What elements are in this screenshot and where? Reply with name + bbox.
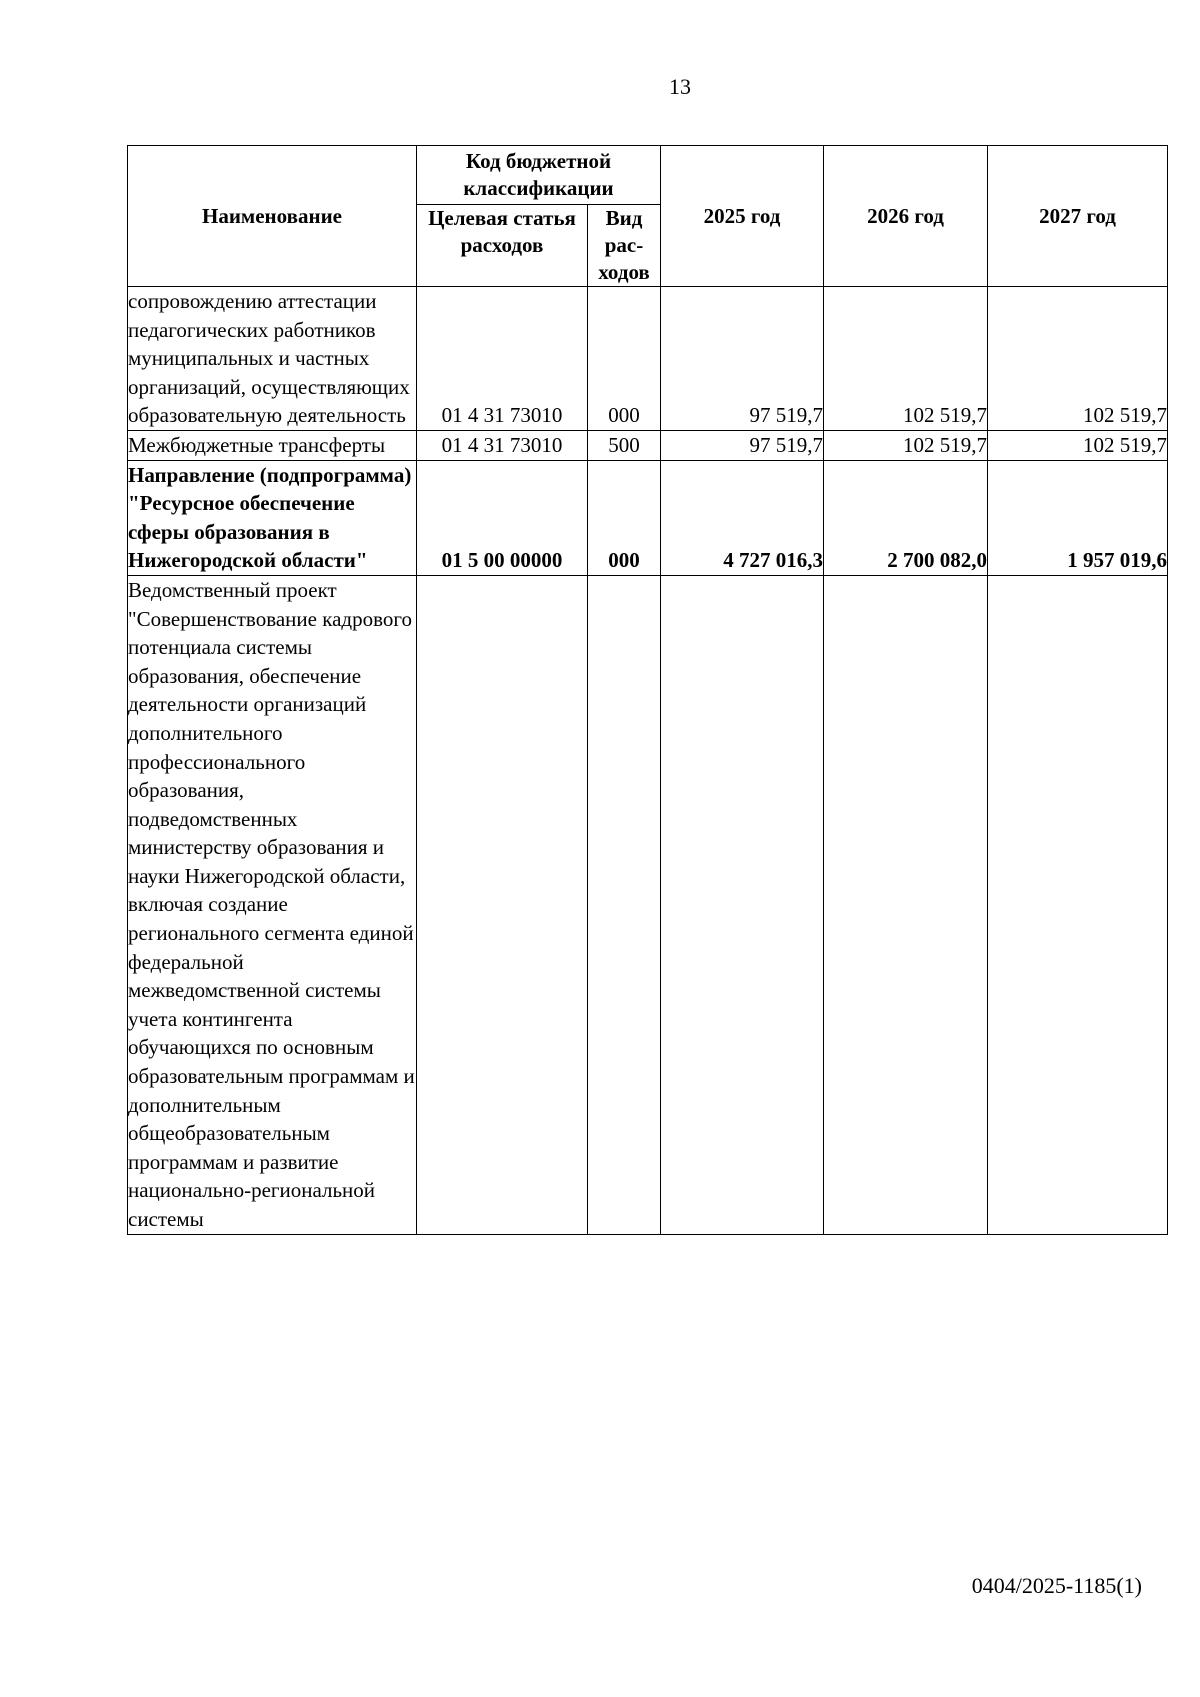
row-value-2025: 97 519,7	[661, 430, 824, 460]
budget-table	[127, 145, 1168, 1235]
row-value-2026: 102 519,7	[824, 287, 988, 431]
table-row	[128, 575, 1168, 1234]
row-name: Направление (подпрограмма) "Ресурсное обеспечение сферы образования в Нижегородской области"	[128, 460, 417, 575]
row-value-2026: 102 519,7	[824, 430, 988, 460]
row-value-2027: 102 519,7	[988, 287, 1168, 431]
row-target-article	[417, 575, 588, 1234]
header-target-article: Целевая статья расходов	[417, 205, 588, 287]
row-value-2027	[988, 575, 1168, 1234]
header-year-2027: 2027 год	[988, 146, 1168, 287]
row-name: Ведомственный проект "Совершенствование кадрового потенциала системы образования, обеспечение деятельности организаций дополнительного профессионального образования, подведомственных министерству образования и науки Нижегородской области, включая создание регионального сегмента единой федеральной межведомственной системы учета контингента обучающихся по основным образовательным программам и дополнительным общеобразовательным программам и развитие национально-региональной системы	[128, 575, 417, 1234]
row-value-2025: 97 519,7	[661, 287, 824, 431]
header-year-2026: 2026 год	[824, 146, 988, 287]
row-value-2025: 4 727 016,3	[661, 460, 824, 575]
row-target-article: 01 5 00 00000	[417, 460, 588, 575]
row-value-2026: 2 700 082,0	[824, 460, 988, 575]
table-header-row	[128, 146, 1168, 205]
table-row	[128, 430, 1168, 460]
row-expense-type: 500	[588, 430, 661, 460]
row-target-article: 01 4 31 73010	[417, 430, 588, 460]
row-target-article: 01 4 31 73010	[417, 287, 588, 431]
header-name: Наименование	[128, 146, 417, 287]
table-row	[128, 460, 1168, 575]
table-row	[128, 287, 1168, 431]
row-value-2027: 1 957 019,6	[988, 460, 1168, 575]
row-value-2025	[661, 575, 824, 1234]
row-name: сопровождению аттестации педагогических работников муниципальных и частных организаций, осуществляющих образовательную деятельность	[128, 287, 417, 431]
page-number: 13	[669, 74, 691, 99]
document-id: 0404/2025-1185(1)	[971, 1573, 1142, 1598]
row-value-2026	[824, 575, 988, 1234]
row-value-2027: 102 519,7	[988, 430, 1168, 460]
row-expense-type: 000	[588, 460, 661, 575]
row-expense-type: 000	[588, 287, 661, 431]
header-expense-type: Вид рас-ходов	[588, 205, 661, 287]
row-expense-type	[588, 575, 661, 1234]
header-code-group: Код бюджетной классификации	[417, 146, 661, 205]
header-year-2025: 2025 год	[661, 146, 824, 287]
row-name: Межбюджетные трансферты	[128, 430, 417, 460]
